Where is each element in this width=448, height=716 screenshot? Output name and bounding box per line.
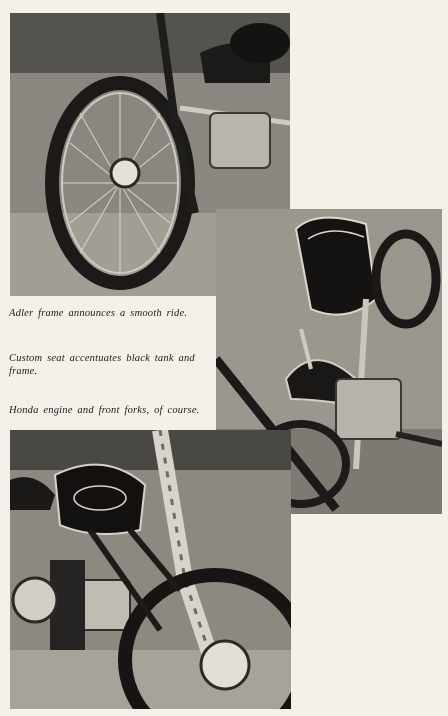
caption-adler-frame: Adler frame announces a smooth ride. bbox=[9, 308, 188, 319]
caption-custom-seat: Custom seat accentuates black tank and frame. bbox=[9, 353, 195, 377]
photo-engine-and-forks bbox=[10, 430, 291, 709]
caption-honda-engine: Honda engine and front forks, of course. bbox=[9, 405, 200, 416]
